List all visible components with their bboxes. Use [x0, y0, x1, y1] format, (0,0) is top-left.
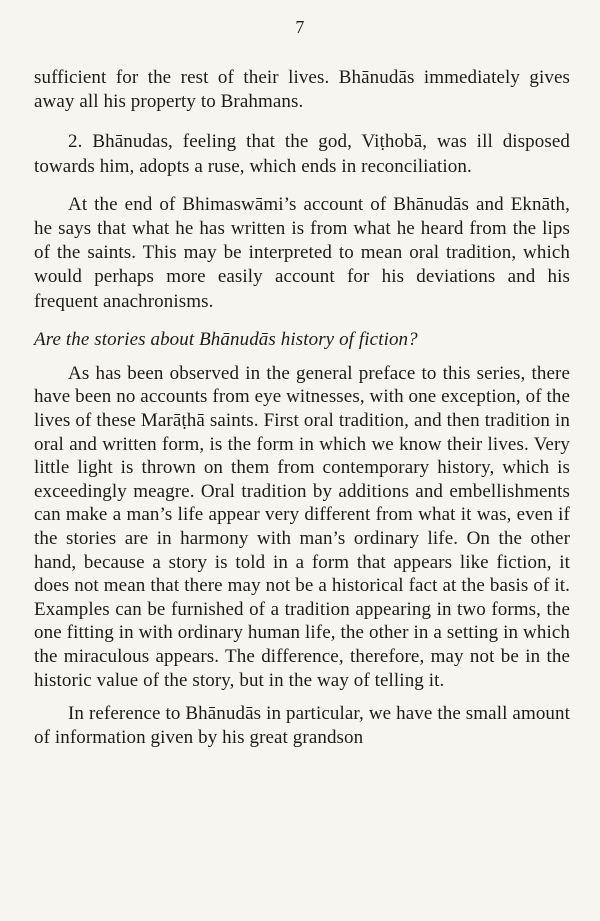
section-heading: Are the stories about Bhānudās history of fiction?: [34, 328, 418, 350]
paragraph-history-or-fiction: As has been observed in the general preface to this series, there have been no accounts from eye witnesses, with one exception, of the lives of these Marāṭhā saints. First oral tradition, and then tradition in oral and written form, is the form in which we know their lives. Very little light is thrown on them from contemporary history, which is exceedingly meagre. Oral tradition by additions and embellishments can make a man’s life appear very different from what it was, even if the stories are in harmony with man’s ordinary life. On the other hand, because a story is told in a form that appears like fiction, it does not mean that there may not be a historical fact at the basis of it. Examples can be furnished of a tradition appearing in two forms, the one fitting in with ordinary human life, the other in a setting in which the miraculous appears. The difference, therefore, may not be in the historic value of the story, but in the way of telling it.: [34, 362, 570, 691]
page-content: [34, 66, 570, 750]
paragraph-ruse: 2. Bhānudas, feeling that the god, Viṭhobā, was ill disposed towards him, adopts a ruse, which ends in reconciliation.: [34, 131, 570, 177]
paragraph-reference-bhanudas: In reference to Bhānudās in particular, we have the small amount of information given by his great grandson: [34, 703, 570, 749]
paragraph-continuation: sufficient for the rest of their lives. Bhānudās immediately gives away all his property to Brahmans.: [34, 67, 570, 113]
paragraph-oral-tradition: At the end of Bhimaswāmi’s account of Bhānudās and Eknāth, he says that what he has written is from what he heard from the lips of the saints. This may be interpreted to mean oral tradition, which would perhaps more easily account for his deviations and his frequent anachronisms.: [34, 193, 570, 312]
page-number: 7: [295, 17, 305, 37]
